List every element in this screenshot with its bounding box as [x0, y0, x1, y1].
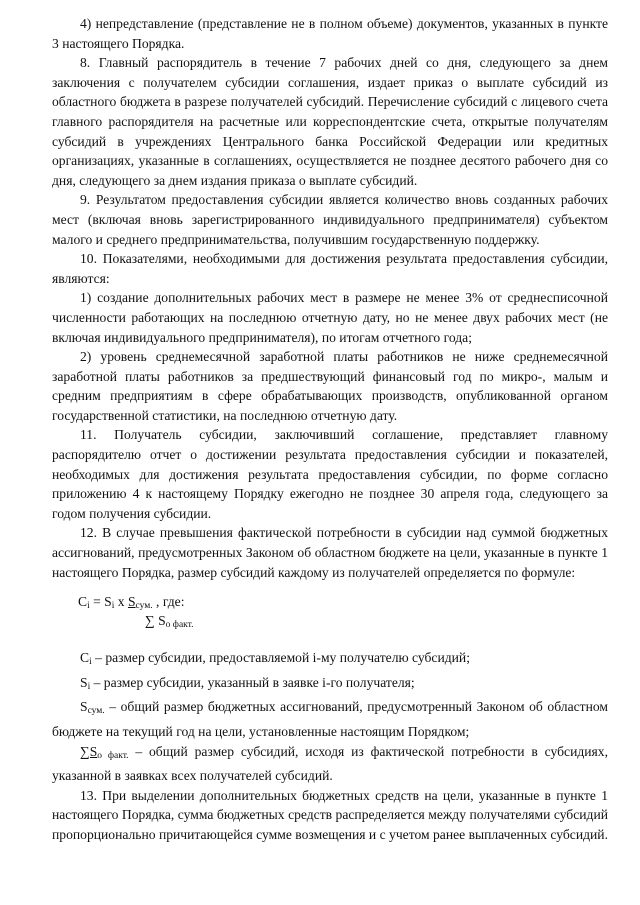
- document-page: [52, 14, 608, 845]
- paragraph-4: 4) непредставление (представление не в полном объеме) документов, указанных в пункте 3 настоящего Порядка.: [52, 16, 608, 51]
- definition-so-fact: $\sum S_о$ $_{факт.}$ – общий размер субсидий, исходя из фактической потребности в субсидиях, указанной в заявках всех получателей субсидий.: [52, 743, 608, 784]
- definition-ssum: $S_{сум.}$ – общий размер бюджетных ассигнований, предусмотренный Законом об областном бюджете на текущий год на цели, установленные настоящим Порядком;: [52, 699, 608, 739]
- formula-definitions: [52, 648, 608, 786]
- definition-si: $S_i$ – размер субсидии, указанный в заявке i-го получателя;: [80, 674, 415, 692]
- subsidy-formula: [78, 592, 608, 648]
- paragraph-9: 9. Результатом предоставления субсидии является количество вновь созданных рабочих мест (включая вновь зарегистрированного индивидуального предпринимателя) субъектом малого и среднего предпринимательства, получившим государственную поддержку.: [52, 192, 608, 247]
- definition-ci: $C_i$ – размер субсидии, предоставляемой i-му получателю субсидий;: [80, 650, 470, 668]
- paragraph-8: 8. Главный распорядитель в течение 7 рабочих дней со дня, следующего за днем заключения с получателем субсидии соглашения, издает приказ о выплате субсидий из областного бюджета в разрезе получателей субсидий. Перечисление субсидий с лицевого счета главного распорядителя на расчетные или корреспондентские счета, открытые получателям субсидий в учреждениях Центрального банка Российской Федерации или кредитных организациях, указанные в соглашениях, осуществляется не позднее десятого рабочего дня со дня, следующего за днем издания приказа о выплате субсидий.: [52, 55, 608, 188]
- paragraph-13: 13. При выделении дополнительных бюджетных средств на цели, указанные в пункте 1 настоящего Порядка, сумма бюджетных средств распределяется между получателями субсидий пропорционально причитающейся сумме возмещения и с учетом ранее выплаченных субсидий.: [52, 787, 608, 842]
- paragraph-12: 12. В случае превышения фактической потребности в субсидии над суммой бюджетных ассигнований, предусмотренных Законом об областном бюджете на цели, указанные в пункте 1 настоящего Порядка, размер субсидий каждому из получателей определяется по формуле:: [52, 525, 608, 580]
- formula-denominator: ∑ $S_{о факт.}$: [145, 613, 194, 631]
- paragraph-10-item-1: 1) создание дополнительных рабочих мест в размере не менее 3% от среднесписочной численности работающих на последнюю отчетную дату, но не менее двух рабочих мест (не включая индивидуального предпринимателя), по итогам отчетного года;: [52, 290, 608, 345]
- formula-numerator: $S_{сум.}$: [127, 594, 153, 612]
- paragraph-11: 11. Получатель субсидии, заключивший соглашение, представляет главному распорядителю отчет о достижении результата предоставления субсидии и показателей, необходимых для достижения результата предоставления субсидии, по форме согласно приложению 4 к настоящему Порядку ежегодно не позднее 30 апреля года, следующего за годом получения субсидии.: [52, 427, 608, 521]
- paragraph-10: 10. Показателями, необходимыми для достижения результата предоставления субсидии, являются:: [52, 251, 608, 286]
- paragraph-10-item-2: 2) уровень среднемесячной заработной платы работников не ниже среднемесячной заработной платы работников за предшествующий финансовый год по микро-, малым и средним предприятиям в сфере обрабатывающих производств, опубликованной органом государственной статистики, на последнюю отчетную дату.: [52, 349, 608, 423]
- formula-numerator-line: $C_i = S_i$ x $S_{сум.}$ , где:: [78, 594, 185, 612]
